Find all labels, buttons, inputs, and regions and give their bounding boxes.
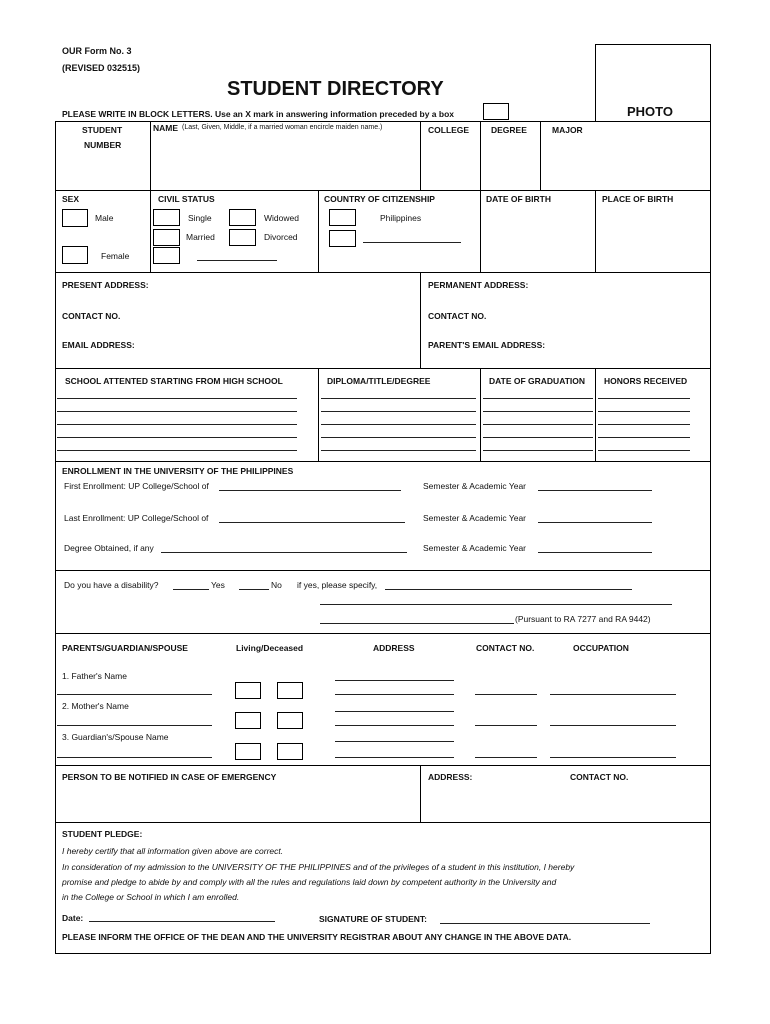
other-country-checkbox[interactable] <box>329 230 356 247</box>
mother-address-field-2[interactable] <box>335 725 454 726</box>
father-contact-field[interactable] <box>475 694 537 695</box>
present-address-label: PRESENT ADDRESS: <box>62 280 149 290</box>
first-semester-label: Semester & Academic Year <box>423 481 527 491</box>
name-hint: (Last, Given, Middle, if a married woman encircle maiden name.) <box>182 124 383 131</box>
first-semester-field[interactable] <box>538 490 652 491</box>
disability-specify-label: if yes, please specify, <box>297 580 378 590</box>
major-label: MAJOR <box>552 125 583 135</box>
divorced-label: Divorced <box>264 232 298 242</box>
col-line <box>595 190 596 272</box>
mother-label: 2. Mother's Name <box>62 701 129 711</box>
row-line <box>55 121 710 122</box>
single-checkbox[interactable] <box>153 209 180 226</box>
row-line <box>55 461 710 462</box>
col-line <box>150 190 151 272</box>
philippines-checkbox[interactable] <box>329 209 356 226</box>
widowed-label: Widowed <box>264 213 299 223</box>
last-semester-field[interactable] <box>538 522 652 523</box>
male-label: Male <box>95 213 114 223</box>
parent-email-label: PARENT'S EMAIL ADDRESS: <box>428 340 546 350</box>
change-notice: PLEASE INFORM THE OFFICE OF THE DEAN AND THE UNIVERSITY REGISTRAR ABOUT ANY CHANGE IN THE ABOVE DATA. <box>62 932 572 942</box>
guardian-address-field-2[interactable] <box>335 757 454 758</box>
frame-left <box>55 121 56 954</box>
parents-heading: PARENTS/GUARDIAN/SPOUSE <box>62 643 188 653</box>
pledge-line-4: in the College or School in which I am enrolled. <box>62 892 240 902</box>
student-label: STUDENT <box>82 125 123 135</box>
photo-area[interactable] <box>597 46 709 120</box>
pledge-line-2: In consideration of my admission to the UNIVERSITY OF THE PHILIPPINES and of the privileges of a student in this institution, I hereby <box>62 862 575 872</box>
mother-contact-field[interactable] <box>475 725 537 726</box>
row-line <box>55 822 710 823</box>
citizenship-label: COUNTRY OF CITIZENSHIP <box>324 194 435 204</box>
guardian-label: 3. Guardian's/Spouse Name <box>62 732 169 742</box>
degree-obtained-field[interactable] <box>161 552 407 553</box>
father-address-field-2[interactable] <box>335 694 454 695</box>
single-label: Single <box>188 213 212 223</box>
guardian-occupation-field[interactable] <box>550 757 676 758</box>
father-deceased-checkbox[interactable] <box>277 682 303 699</box>
guardian-name-field[interactable] <box>57 757 212 758</box>
guardian-contact-field[interactable] <box>475 757 537 758</box>
pursuant-note: (Pursuant to RA 7277 and RA 9442) <box>515 614 651 624</box>
parents-address-header: ADDRESS <box>373 643 415 653</box>
married-label: Married <box>186 232 215 242</box>
father-occupation-field[interactable] <box>550 694 676 695</box>
other-status-checkbox[interactable] <box>153 247 180 264</box>
other-status-line[interactable] <box>197 260 277 261</box>
pledge-line-3: promise and pledge to abide by and comply with all the rules and regulations laid down by competent authority in the University and <box>62 877 557 887</box>
instruction-text: PLEASE WRITE IN BLOCK LETTERS. Use an X mark in answering information preceded by a box <box>62 109 455 119</box>
mother-occupation-field[interactable] <box>550 725 676 726</box>
signature-label: SIGNATURE OF STUDENT: <box>319 914 427 924</box>
enrollment-heading: ENROLLMENT IN THE UNIVERSITY OF THE PHILIPPINES <box>62 466 294 476</box>
degree-semester-field[interactable] <box>538 552 652 553</box>
disability-specify-field-3[interactable] <box>320 623 514 624</box>
col-line <box>480 368 481 461</box>
permanent-address-label: PERMANENT ADDRESS: <box>428 280 529 290</box>
female-label: Female <box>101 251 130 261</box>
emergency-address-label: ADDRESS: <box>428 772 473 782</box>
last-enrollment-field[interactable] <box>219 522 405 523</box>
disability-specify-field-2[interactable] <box>320 604 672 605</box>
father-name-field[interactable] <box>57 694 212 695</box>
col-line <box>318 190 319 272</box>
other-country-line[interactable] <box>363 242 461 243</box>
number-label: NUMBER <box>84 140 122 150</box>
pledge-heading: STUDENT PLEDGE: <box>62 829 143 839</box>
disability-question: Do you have a disability? <box>64 580 159 590</box>
col-line <box>595 368 596 461</box>
parents-occupation-header: OCCUPATION <box>573 643 629 653</box>
row-line <box>55 190 710 191</box>
degree-label: DEGREE <box>491 125 527 135</box>
male-checkbox[interactable] <box>62 209 88 227</box>
name-field[interactable] <box>151 135 419 189</box>
college-label: COLLEGE <box>428 125 470 135</box>
date-field[interactable] <box>89 921 275 922</box>
first-enrollment-label: First Enrollment: UP College/School of <box>64 481 209 491</box>
row-line <box>55 368 710 369</box>
disability-no-label: No <box>271 580 282 590</box>
frame-right <box>710 44 711 954</box>
col-line <box>318 368 319 461</box>
col-line <box>420 272 421 368</box>
graduation-label: DATE OF GRADUATION <box>489 376 586 386</box>
disability-specify-field[interactable] <box>385 589 632 590</box>
mother-living-checkbox[interactable] <box>235 712 261 729</box>
revision-label: (REVISED 032515) <box>62 63 141 73</box>
col-line <box>480 121 481 190</box>
pledge-line-1: I hereby certify that all information given above are correct. <box>62 846 284 856</box>
widowed-checkbox[interactable] <box>229 209 256 226</box>
parents-contact-header: CONTACT NO. <box>476 643 535 653</box>
photo-label: PHOTO <box>627 104 673 119</box>
email-label: EMAIL ADDRESS: <box>62 340 135 350</box>
col-line <box>480 190 481 272</box>
living-deceased-header: Living/Deceased <box>236 643 304 653</box>
mother-deceased-checkbox[interactable] <box>277 712 303 729</box>
sample-checkbox <box>483 103 509 120</box>
guardian-living-checkbox[interactable] <box>235 743 261 760</box>
row-line <box>55 633 710 634</box>
dob-label: DATE OF BIRTH <box>486 194 552 204</box>
married-checkbox[interactable] <box>153 229 180 246</box>
last-semester-label: Semester & Academic Year <box>423 513 527 523</box>
degree-semester-label: Semester & Academic Year <box>423 543 527 553</box>
disability-yes-line[interactable] <box>173 589 209 590</box>
form-number: OUR Form No. 3 <box>62 46 132 56</box>
date-label: Date: <box>62 913 84 923</box>
col-line <box>420 121 421 190</box>
pob-label: PLACE OF BIRTH <box>602 194 674 204</box>
row-line <box>55 272 710 273</box>
mother-address-field[interactable] <box>335 711 454 712</box>
row-line <box>55 570 710 571</box>
emergency-person-label: PERSON TO BE NOTIFIED IN CASE OF EMERGENCY <box>62 772 277 782</box>
col-line <box>420 765 421 822</box>
page-title: STUDENT DIRECTORY <box>227 78 444 100</box>
photo-box-top <box>595 44 710 45</box>
philippines-label: Philippines <box>380 213 422 223</box>
honors-label: HONORS RECEIVED <box>604 376 688 386</box>
guardian-address-field[interactable] <box>335 741 454 742</box>
degree-obtained-label: Degree Obtained, if any <box>64 543 154 553</box>
frame-bottom <box>55 953 710 954</box>
disability-yes-label: Yes <box>211 580 225 590</box>
name-label: NAME <box>153 123 179 133</box>
guardian-deceased-checkbox[interactable] <box>277 743 303 760</box>
divorced-checkbox[interactable] <box>229 229 256 246</box>
father-living-checkbox[interactable] <box>235 682 261 699</box>
school-attended-label: SCHOOL ATTENTED STARTING FROM HIGH SCHOOL <box>65 376 283 386</box>
first-enrollment-field[interactable] <box>219 490 401 491</box>
contact-label-right: CONTACT NO. <box>428 311 487 321</box>
col-line <box>540 121 541 190</box>
row-line <box>55 765 710 766</box>
diploma-label: DIPLOMA/TITLE/DEGREE <box>327 376 431 386</box>
civil-status-label: CIVIL STATUS <box>158 194 215 204</box>
photo-box-left <box>595 44 596 121</box>
contact-label: CONTACT NO. <box>62 311 121 321</box>
sex-label: SEX <box>62 194 80 204</box>
father-address-field[interactable] <box>335 680 454 681</box>
female-checkbox[interactable] <box>62 246 88 264</box>
mother-name-field[interactable] <box>57 725 212 726</box>
signature-field[interactable] <box>440 923 650 924</box>
father-label: 1. Father's Name <box>62 671 127 681</box>
disability-no-line[interactable] <box>239 589 269 590</box>
emergency-contact-label: CONTACT NO. <box>570 772 629 782</box>
last-enrollment-label: Last Enrollment: UP College/School of <box>64 513 209 523</box>
